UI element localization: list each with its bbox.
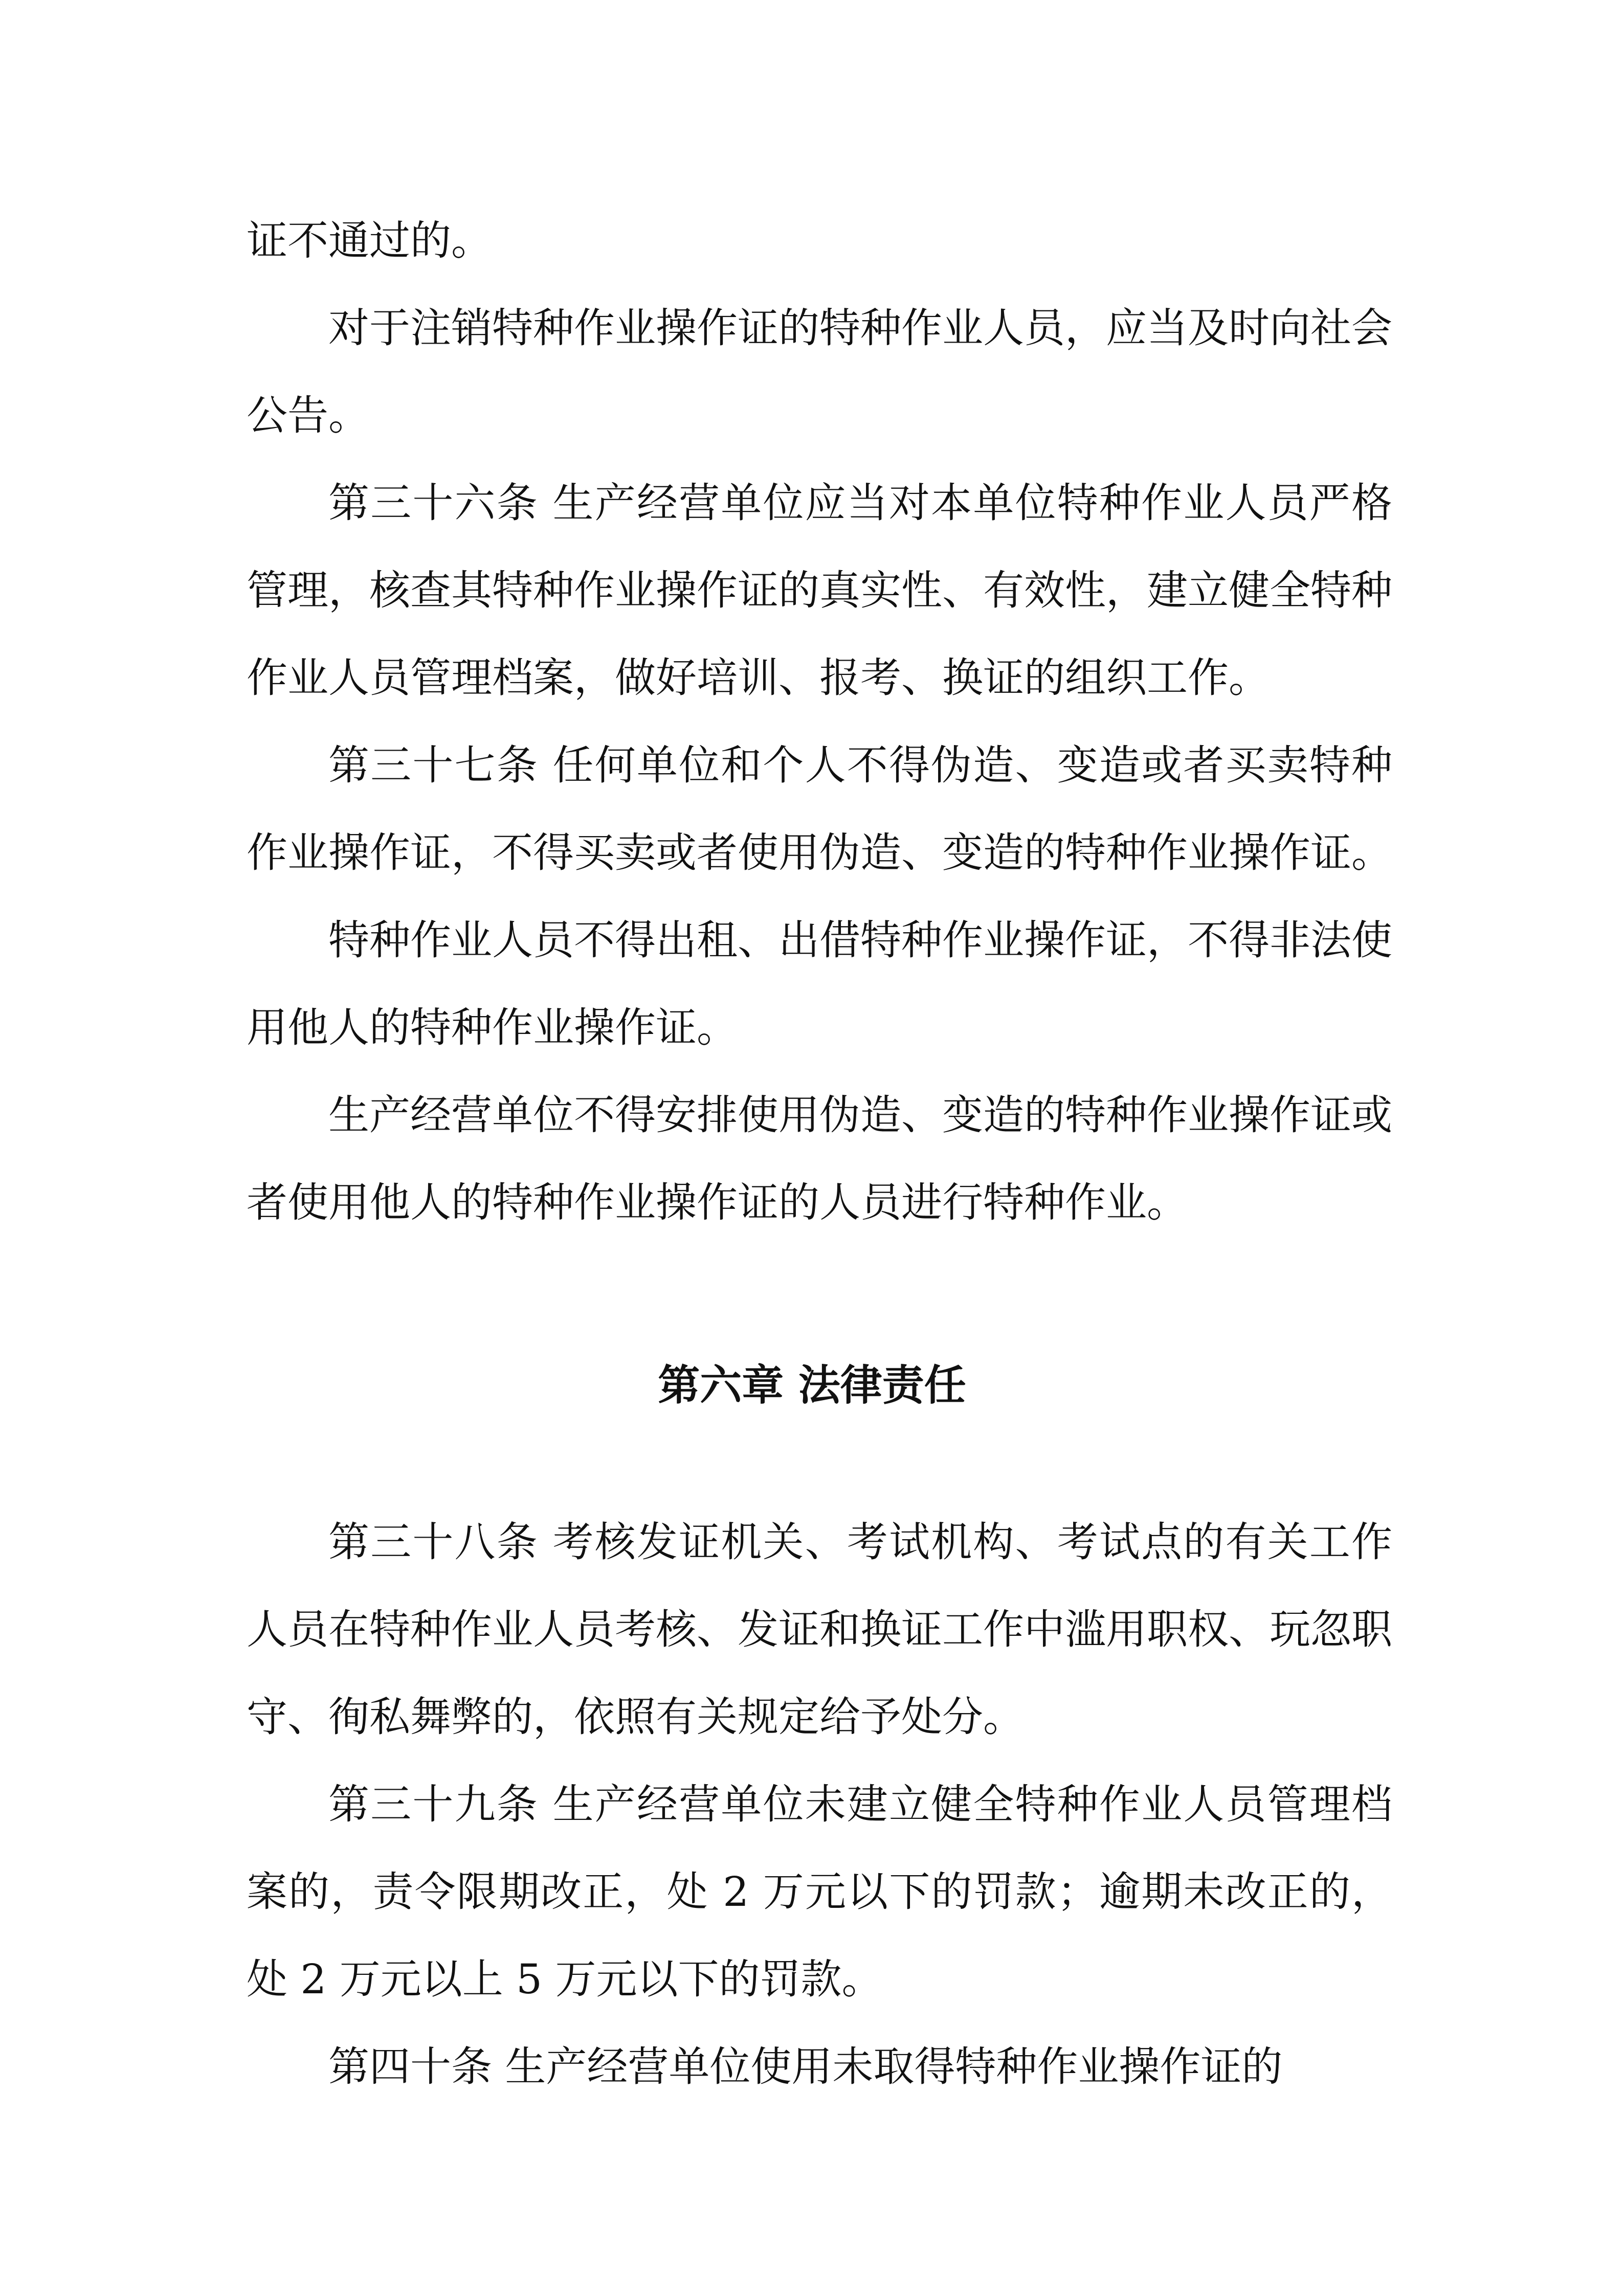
paragraph-no-arrangement: 生产经营单位不得安排使用伪造、变造的特种作业操作证或者使用他人的特种作业操作证的人员进行特种作业。 (247, 1091, 1392, 1226)
article-38: 第三十八条 考核发证机关、考试机构、考试点的有关工作人员在特种作业人员考核、发证和换证工作中滥用职权、玩忽职守、徇私舞弊的，依照有关规定给予处分。 (247, 1518, 1392, 1741)
article-39: 第三十九条 生产经营单位未建立健全特种作业人员管理档案的，责令限期改正，处 2 万元以下的罚款；逾期未改正的，处 2 万元以上 5 万元以下的罚款。 (247, 1781, 1392, 2003)
bottom-text-block (247, 1498, 1392, 2110)
article-40: 第四十条 生产经营单位使用未取得特种作业操作证的 (328, 2043, 1283, 2090)
article-36: 第三十六条 生产经营单位应当对本单位特种作业人员严格管理，核查其特种作业操作证的真实性、有效性，建立健全特种作业人员管理档案，做好培训、报考、换证的组织工作。 (247, 479, 1392, 702)
paragraph-continuation: 证不通过的。 (247, 217, 492, 264)
top-text-block (247, 197, 1392, 1246)
article-37: 第三十七条 任何单位和个人不得伪造、变造或者买卖特种作业操作证，不得买卖或者使用伪造、变造的特种作业操作证。 (247, 741, 1392, 876)
chapter-title: 第六章 法律责任 (658, 1361, 966, 1410)
paragraph-announcement: 对于注销特种作业操作证的特种作业人员，应当及时向社会公告。 (247, 304, 1392, 439)
paragraph-no-lending: 特种作业人员不得出租、出借特种作业操作证，不得非法使用他人的特种作业操作证。 (247, 916, 1392, 1051)
